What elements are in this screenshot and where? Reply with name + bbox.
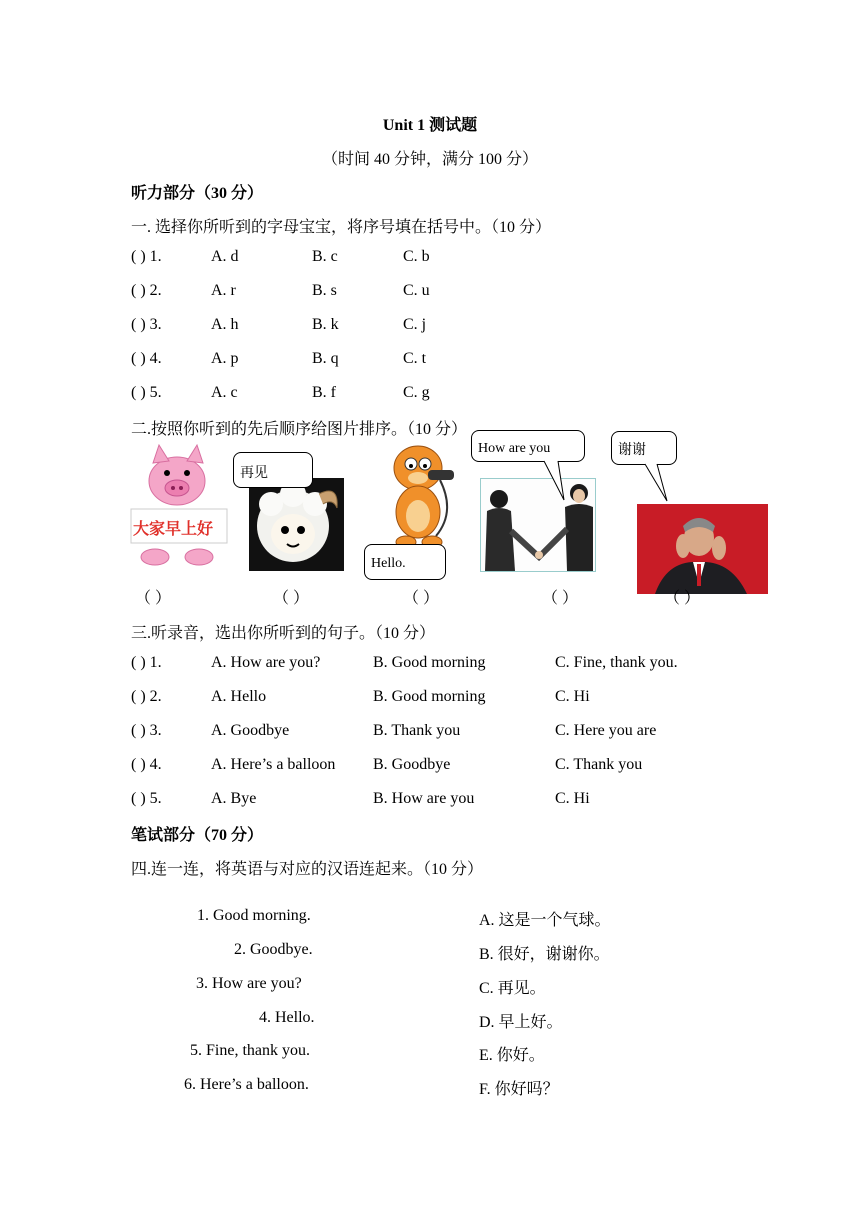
bubble-thanks: 谢谢 xyxy=(611,431,677,465)
s3-q2-a: A. Hello xyxy=(211,688,267,705)
pig-drawing xyxy=(129,443,229,577)
s1-q3-a: A. h xyxy=(211,316,239,333)
s1-q3-c: C. j xyxy=(403,316,427,333)
blank-2[interactable]: （ ） xyxy=(273,590,310,607)
s3-q3-c: C. Here you are xyxy=(555,722,657,739)
chinese-item-d[interactable]: D. 早上好。 xyxy=(479,1014,563,1031)
english-item-2[interactable]: 2. Goodbye. xyxy=(234,941,313,958)
s1-q1-num: ( ) 1. xyxy=(131,248,162,265)
sheep-drawing xyxy=(249,478,344,571)
sheep-picture xyxy=(249,478,344,571)
s3-q2-num: ( ) 2. xyxy=(131,688,162,705)
pig-picture xyxy=(129,443,229,577)
s1-q4-a: A. p xyxy=(211,350,239,367)
s1-q4-b: B. q xyxy=(312,350,339,367)
chinese-item-b[interactable]: B. 很好，谢谢你。 xyxy=(479,946,610,963)
s1-q1-a: A. d xyxy=(211,248,239,265)
s3-q3-b: B. Thank you xyxy=(373,722,461,739)
s3-q4-c: C. Thank you xyxy=(555,756,643,773)
chinese-item-f[interactable]: F. 你好吗？ xyxy=(479,1081,559,1098)
s1-q5-num: ( ) 5. xyxy=(131,384,162,401)
english-item-4[interactable]: 4. Hello. xyxy=(259,1009,315,1026)
s3-q2-c: C. Hi xyxy=(555,688,590,705)
page-title: Unit 1 测试题 xyxy=(382,117,478,134)
applause-picture xyxy=(637,504,768,594)
bubble-how: How are you xyxy=(471,430,585,462)
s3-q4-a: A. Here’s a balloon xyxy=(211,756,336,773)
listening-header: 听力部分（30 分） xyxy=(131,185,264,202)
blank-5[interactable]: （ ） xyxy=(664,590,701,607)
s1-q3-b: B. k xyxy=(312,316,339,333)
english-item-1[interactable]: 1. Good morning. xyxy=(197,907,311,924)
s3-q3-num: ( ) 3. xyxy=(131,722,162,739)
s1-q4-c: C. t xyxy=(403,350,427,367)
english-item-3[interactable]: 3. How are you? xyxy=(196,975,302,992)
cat-drawing xyxy=(376,432,466,552)
chinese-item-e[interactable]: E. 你好。 xyxy=(479,1047,545,1064)
s3-q1-b: B. Good morning xyxy=(373,654,486,671)
page-subtitle: （时间 40 分钟，满分 100 分） xyxy=(321,151,538,168)
bubble-how-tail xyxy=(530,460,570,502)
s3-q5-num: ( ) 5. xyxy=(131,790,162,807)
s1-q4-num: ( ) 4. xyxy=(131,350,162,367)
section3-instruction: 三.听录音，选出你所听到的句子。（10 分） xyxy=(131,625,436,642)
chinese-item-c[interactable]: C. 再见。 xyxy=(479,980,546,997)
blank-1[interactable]: （ ） xyxy=(135,590,172,607)
bubble-goodbye: 再见 xyxy=(233,452,313,488)
applause-drawing xyxy=(637,504,768,594)
bubble-hello: Hello. xyxy=(364,544,446,580)
s3-q1-c: C. Fine, thank you. xyxy=(555,654,678,671)
blank-3[interactable]: （ ） xyxy=(403,590,440,607)
english-item-5[interactable]: 5. Fine, thank you. xyxy=(190,1042,310,1059)
section4-instruction: 四.连一连，将英语与对应的汉语连起来。（10 分） xyxy=(131,861,484,878)
s1-q5-c: C. g xyxy=(403,384,430,401)
section1-instruction: 一. 选择你所听到的字母宝宝，将序号填在括号中。（10 分） xyxy=(131,219,552,236)
s1-q2-num: ( ) 2. xyxy=(131,282,162,299)
s3-q5-b: B. How are you xyxy=(373,790,475,807)
blank-4[interactable]: （ ） xyxy=(542,590,579,607)
s1-q3-num: ( ) 3. xyxy=(131,316,162,333)
s1-q2-a: A. r xyxy=(211,282,236,299)
s1-q5-a: A. c xyxy=(211,384,238,401)
s3-q3-a: A. Goodbye xyxy=(211,722,290,739)
s3-q5-a: A. Bye xyxy=(211,790,257,807)
s3-q2-b: B. Good morning xyxy=(373,688,486,705)
s1-q5-b: B. f xyxy=(312,384,336,401)
s1-q2-c: C. u xyxy=(403,282,430,299)
s3-q4-b: B. Goodbye xyxy=(373,756,451,773)
s1-q2-b: B. s xyxy=(312,282,337,299)
cat-picture xyxy=(376,432,466,552)
writing-header: 笔试部分（70 分） xyxy=(131,827,264,844)
pig-sign-text: 大家早上好 xyxy=(133,521,214,538)
s1-q1-b: B. c xyxy=(312,248,338,265)
section2-instruction: 二.按照你听到的先后顺序给图片排序。（10 分） xyxy=(131,421,468,438)
s3-q1-a: A. How are you? xyxy=(211,654,321,671)
s1-q1-c: C. b xyxy=(403,248,430,265)
s3-q1-num: ( ) 1. xyxy=(131,654,162,671)
chinese-item-a[interactable]: A. 这是一个气球。 xyxy=(479,912,611,929)
english-item-6[interactable]: 6. Here’s a balloon. xyxy=(184,1076,309,1093)
bubble-thanks-tail xyxy=(643,463,673,503)
s3-q5-c: C. Hi xyxy=(555,790,590,807)
s3-q4-num: ( ) 4. xyxy=(131,756,162,773)
